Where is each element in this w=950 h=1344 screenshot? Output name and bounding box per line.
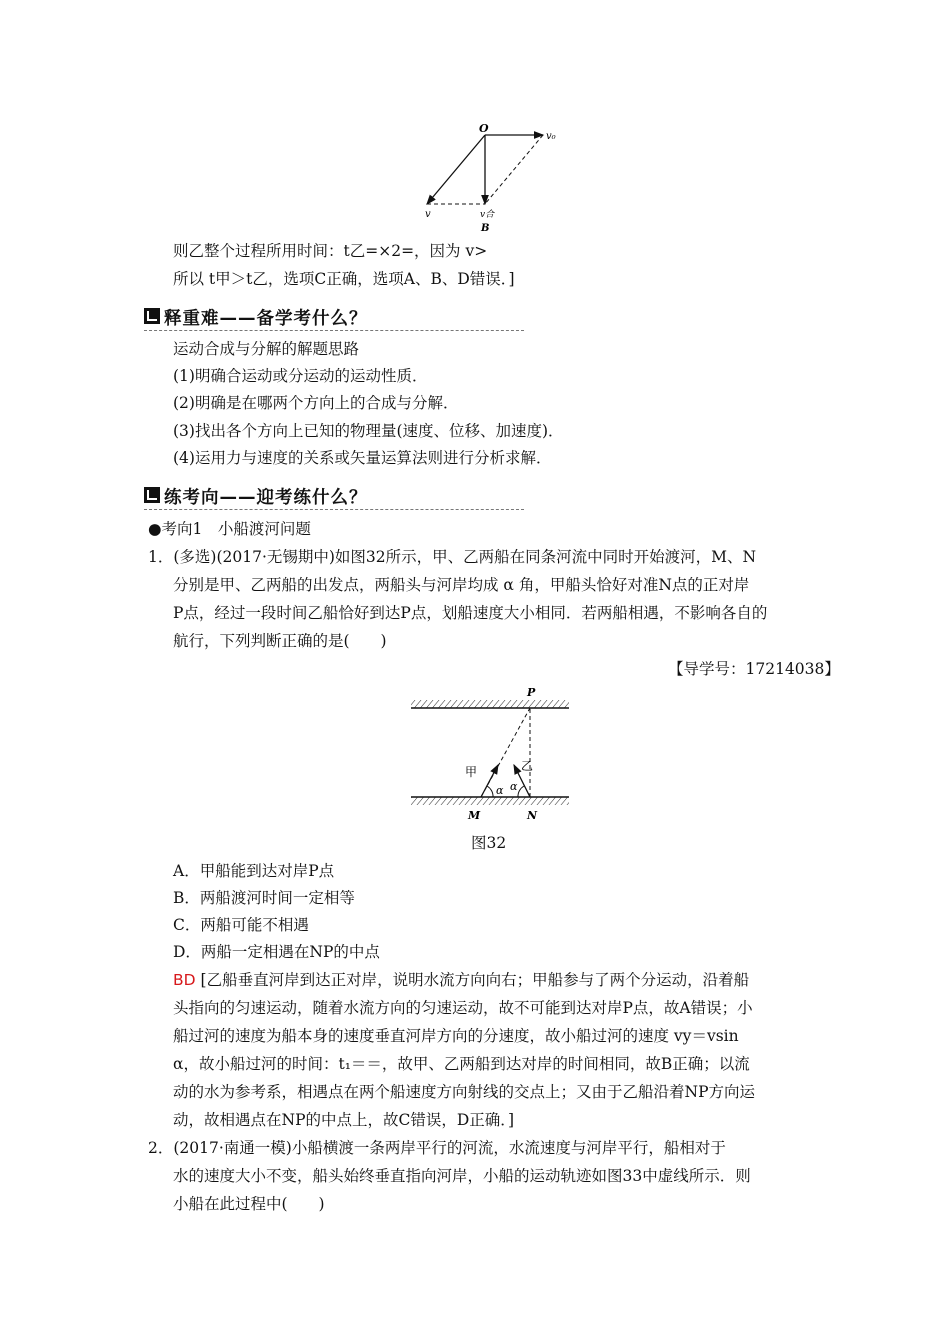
alpha-arc-n — [518, 786, 524, 797]
label-v: v — [425, 209, 431, 220]
label-m: M — [468, 809, 481, 822]
question-2-line-3: 小船在此过程中( ) — [173, 1195, 325, 1213]
question-1-line-1: 1．(多选)(2017·无锡期中)如图32所示，甲、乙两船在同条河流中同时开始渡河，M、N — [148, 548, 757, 566]
check-box-icon — [144, 308, 160, 324]
question-1-line-3: P点，经过一段时间乙船恰好到达P点，划船速度大小相同．若两船相遇，不影响各自的 — [173, 604, 768, 622]
bottom-bank-hatch — [411, 797, 569, 805]
label-b: B — [481, 223, 490, 234]
alpha-arc-m — [487, 786, 493, 797]
method-heading: 运动合成与分解的解题思路 — [173, 340, 360, 358]
solution-time-line: 则乙整个过程所用时间：t乙=×2=，因为 v> — [173, 242, 488, 260]
label-alpha-n: α — [510, 780, 518, 793]
check-box-icon — [144, 487, 160, 503]
top-bank-hatch — [411, 700, 569, 708]
section-heading-key-points — [144, 305, 524, 331]
guide-number: 【导学号：17214038】 — [668, 660, 840, 678]
method-step-1: (1)明确合运动或分运动的运动性质． — [173, 367, 428, 385]
answer-1-line-1 — [173, 970, 749, 990]
answer-1-line-6: 动，故相遇点在NP的中点上，故C错误，D正确．] — [173, 1111, 515, 1129]
section-title: 释重难——备学考什么？ — [164, 309, 368, 329]
option-a: A．甲船能到达对岸P点 — [173, 862, 335, 880]
answer-1-line-4: α，故小船过河的时间：t₁＝＝，故甲、乙两船到达对岸的时间相同，故B正确；以流 — [173, 1055, 750, 1073]
option-b: B．两船渡河时间一定相等 — [173, 889, 355, 907]
label-vhe: v合 — [480, 210, 495, 220]
section-title: 练考向——迎考练什么？ — [164, 488, 368, 508]
question-2-line-1: 2．(2017·南通一模)小船横渡一条两岸平行的河流，水流速度与河岸平行，船相对于 — [148, 1139, 726, 1157]
label-v0: v₀ — [546, 131, 556, 142]
dashed-divider — [144, 330, 524, 331]
label-jia: 甲 — [465, 765, 478, 779]
answer-key: BD — [173, 971, 196, 989]
dashed-divider — [144, 509, 524, 510]
question-2-line-2: 水的速度大小不变，船头始终垂直指向河岸，小船的运动轨迹如图33中虚线所示．则 — [173, 1167, 751, 1185]
label-o: O — [479, 122, 489, 135]
velocity-vector-diagram — [415, 120, 565, 235]
answer-1-line-2: 头指向的匀速运动，随着水流方向的匀速运动，故不可能到达对岸P点，故A错误；小 — [173, 999, 753, 1017]
method-step-4: (4)运用力与速度的关系或矢量运算法则进行分析求解． — [173, 449, 552, 467]
question-1-line-4: 航行，下列判断正确的是( ) — [173, 632, 387, 650]
option-d: D．两船一定相遇在NP的中点 — [173, 943, 380, 961]
label-n: N — [527, 809, 538, 822]
figure-32-river-diagram — [405, 683, 575, 823]
answer-1-line-3: 船过河的速度为船本身的速度垂直河岸方向的分速度，故小船过河的速度 vy＝vsin — [173, 1027, 739, 1045]
dashed-right — [485, 135, 543, 204]
option-c: C．两船可能不相遇 — [173, 916, 309, 934]
solution-conclusion-line: 所以 t甲＞t乙，选项C正确，选项A、B、D错误．] — [173, 270, 515, 288]
question-1-line-2: 分别是甲、乙两船的出发点，两船头与河岸均成 α 角，甲船头恰好对准N点的正对岸 — [173, 576, 750, 594]
method-step-2: (2)明确是在哪两个方向上的合成与分解． — [173, 394, 459, 412]
label-alpha-m: α — [496, 784, 504, 797]
answer-1-line-5: 动的水为参考系，相遇点在两个船速度方向射线的交点上；又由于乙船沿着NP方向运 — [173, 1083, 755, 1101]
figure-32-caption: 图32 — [471, 834, 507, 852]
label-p: P — [527, 686, 536, 699]
label-yi: 乙 — [521, 759, 534, 773]
topic-heading: ●考向1 小船渡河问题 — [148, 520, 311, 538]
section-heading-practice — [144, 484, 524, 510]
v-arrow — [427, 135, 485, 204]
answer-explanation-1: [乙船垂直河岸到达正对岸，说明水流方向向右；甲船参与了两个分运动，沿着船 — [200, 971, 750, 989]
method-step-3: (3)找出各个方向上已知的物理量(速度、位移、加速度)． — [173, 422, 564, 440]
